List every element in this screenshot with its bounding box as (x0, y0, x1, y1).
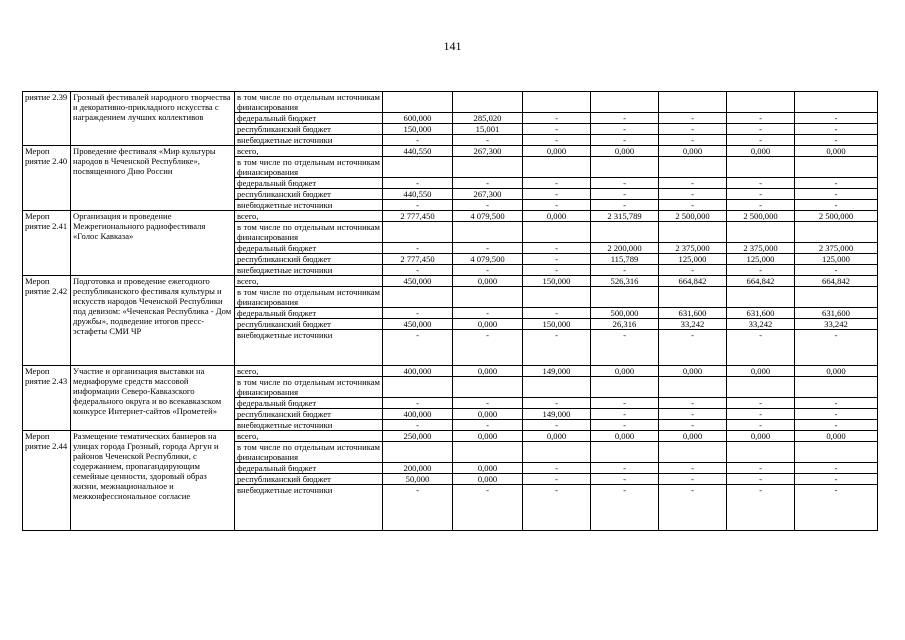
amount-cell: - (383, 330, 453, 366)
amount-cell: 0,000 (591, 366, 659, 377)
amount-cell (383, 222, 453, 243)
amount-cell: 150,000 (523, 276, 591, 287)
funding-source: в том числе по отдельным источникам финансирования (235, 157, 383, 178)
amount-cell: - (523, 243, 591, 254)
amount-cell: - (453, 308, 523, 319)
amount-cell: - (659, 463, 727, 474)
amount-cell (795, 92, 878, 113)
amount-cell (727, 92, 795, 113)
amount-cell: 631,600 (727, 308, 795, 319)
amount-cell (795, 287, 878, 308)
funding-source: внебюджетные источники (235, 135, 383, 146)
amount-cell: 631,600 (659, 308, 727, 319)
amount-cell (453, 442, 523, 463)
amount-cell: - (383, 243, 453, 254)
amount-cell: 0,000 (591, 146, 659, 157)
funding-source: федеральный бюджет (235, 243, 383, 254)
amount-cell (727, 377, 795, 398)
amount-cell: - (659, 398, 727, 409)
table-row (23, 431, 878, 442)
amount-cell: 400,000 (383, 366, 453, 377)
amount-cell: - (659, 420, 727, 431)
amount-cell: - (727, 463, 795, 474)
amount-cell (523, 92, 591, 113)
funding-source: республиканский бюджет (235, 124, 383, 135)
funding-source: федеральный бюджет (235, 178, 383, 189)
amount-cell (659, 157, 727, 178)
amount-cell: - (659, 265, 727, 276)
amount-cell: 664,842 (727, 276, 795, 287)
amount-cell (383, 157, 453, 178)
amount-cell: - (659, 485, 727, 531)
measure-description: Проведение фестиваля «Мир культуры народов в Чеченской Республике», посвященного Дню России (71, 146, 235, 211)
funding-source: в том числе по отдельным источникам финансирования (235, 222, 383, 243)
amount-cell: 664,842 (659, 276, 727, 287)
amount-cell: - (523, 178, 591, 189)
amount-cell (659, 377, 727, 398)
amount-cell: - (727, 189, 795, 200)
amount-cell: 4 079,500 (453, 254, 523, 265)
amount-cell (591, 222, 659, 243)
amount-cell: - (523, 189, 591, 200)
funding-source: в том числе по отдельным источникам финансирования (235, 442, 383, 463)
amount-cell: 440,550 (383, 189, 453, 200)
funding-source: внебюджетные источники (235, 485, 383, 531)
funding-source: всего, (235, 366, 383, 377)
amount-cell: 0,000 (795, 146, 878, 157)
amount-cell: 0,000 (453, 474, 523, 485)
amount-cell: 0,000 (523, 211, 591, 222)
amount-cell: - (523, 420, 591, 431)
amount-cell: - (795, 178, 878, 189)
amount-cell: - (591, 124, 659, 135)
amount-cell: - (727, 485, 795, 531)
amount-cell: - (383, 398, 453, 409)
funding-source: в том числе по отдельным источникам финансирования (235, 377, 383, 398)
amount-cell: 0,000 (453, 431, 523, 442)
amount-cell: - (795, 474, 878, 485)
amount-cell: 0,000 (727, 366, 795, 377)
amount-cell (659, 92, 727, 113)
amount-cell: - (659, 113, 727, 124)
amount-cell: 600,000 (383, 113, 453, 124)
amount-cell: - (795, 265, 878, 276)
amount-cell (453, 377, 523, 398)
amount-cell: - (795, 409, 878, 420)
amount-cell: - (591, 113, 659, 124)
table-row (23, 92, 878, 113)
amount-cell: - (659, 409, 727, 420)
amount-cell (591, 442, 659, 463)
amount-cell (591, 157, 659, 178)
amount-cell: 0,000 (727, 146, 795, 157)
funding-source: республиканский бюджет (235, 189, 383, 200)
amount-cell: 0,000 (523, 146, 591, 157)
amount-cell: - (383, 178, 453, 189)
amount-cell (523, 222, 591, 243)
amount-cell: 267,300 (453, 189, 523, 200)
amount-cell: - (795, 200, 878, 211)
amount-cell: 0,000 (453, 319, 523, 330)
amount-cell: - (795, 330, 878, 366)
amount-cell: - (795, 463, 878, 474)
funding-source: в том числе по отдельным источникам финансирования (235, 287, 383, 308)
amount-cell: - (523, 474, 591, 485)
amount-cell: - (523, 254, 591, 265)
amount-cell: - (591, 135, 659, 146)
amount-cell: - (453, 178, 523, 189)
amount-cell (383, 287, 453, 308)
amount-cell: - (659, 189, 727, 200)
amount-cell: - (523, 463, 591, 474)
table-row (23, 146, 878, 157)
funding-source: всего, (235, 276, 383, 287)
amount-cell: 125,000 (727, 254, 795, 265)
amount-cell: 125,000 (795, 254, 878, 265)
amount-cell: - (727, 409, 795, 420)
amount-cell (523, 442, 591, 463)
amount-cell: - (591, 463, 659, 474)
measure-code: Мероп риятие 2.43 (23, 366, 71, 431)
amount-cell: - (659, 200, 727, 211)
amount-cell (727, 287, 795, 308)
amount-cell (383, 92, 453, 113)
amount-cell: 0,000 (453, 276, 523, 287)
funding-source: федеральный бюджет (235, 463, 383, 474)
amount-cell: 149,000 (523, 409, 591, 420)
amount-cell: - (453, 135, 523, 146)
amount-cell: 2 375,000 (659, 243, 727, 254)
amount-cell: - (795, 485, 878, 531)
amount-cell: 15,001 (453, 124, 523, 135)
amount-cell (453, 287, 523, 308)
amount-cell: 0,000 (453, 463, 523, 474)
measure-description: Грозный фестивалей народного творчества и декоративно-прикладного искусства с награждением лучших коллективов (71, 92, 235, 146)
amount-cell: 4 079,500 (453, 211, 523, 222)
measure-code: Мероп риятие 2.41 (23, 211, 71, 276)
amount-cell: 0,000 (795, 366, 878, 377)
funding-source: внебюджетные источники (235, 200, 383, 211)
amount-cell (453, 92, 523, 113)
amount-cell (659, 222, 727, 243)
amount-cell: - (523, 135, 591, 146)
amount-cell (453, 157, 523, 178)
amount-cell: - (523, 200, 591, 211)
amount-cell: 2 500,000 (795, 211, 878, 222)
amount-cell: 526,316 (591, 276, 659, 287)
funding-source: федеральный бюджет (235, 113, 383, 124)
amount-cell: - (523, 265, 591, 276)
amount-cell: 26,316 (591, 319, 659, 330)
amount-cell: 0,000 (659, 366, 727, 377)
amount-cell (453, 222, 523, 243)
amount-cell: - (591, 178, 659, 189)
amount-cell (591, 377, 659, 398)
amount-cell: 450,000 (383, 319, 453, 330)
amount-cell: - (591, 330, 659, 366)
amount-cell (795, 377, 878, 398)
amount-cell: 33,242 (659, 319, 727, 330)
amount-cell: 0,000 (591, 431, 659, 442)
amount-cell: 0,000 (727, 431, 795, 442)
amount-cell: - (727, 474, 795, 485)
amount-cell: - (453, 243, 523, 254)
funding-source: республиканский бюджет (235, 319, 383, 330)
amount-cell: - (659, 135, 727, 146)
funding-source: республиканский бюджет (235, 409, 383, 420)
measure-code: Мероп риятие 2.40 (23, 146, 71, 211)
amount-cell: 150,000 (383, 124, 453, 135)
amount-cell: - (727, 330, 795, 366)
amount-cell: - (727, 124, 795, 135)
amount-cell: - (383, 485, 453, 531)
amount-cell: - (591, 398, 659, 409)
table-row (23, 366, 878, 377)
amount-cell: - (383, 420, 453, 431)
amount-cell: - (727, 265, 795, 276)
measure-description: Участие и организация выставки на медиафоруме средств массовой информации Северо-Кавказского федерального округа и во всекавказском конкурсе Интернет-сайтов «Прометей» (71, 366, 235, 431)
amount-cell: - (795, 189, 878, 200)
table-row (23, 276, 878, 287)
amount-cell: - (727, 420, 795, 431)
amount-cell: - (591, 420, 659, 431)
funding-source: внебюджетные источники (235, 420, 383, 431)
amount-cell: 500,000 (591, 308, 659, 319)
amount-cell: - (523, 398, 591, 409)
amount-cell: 2 777,450 (383, 254, 453, 265)
amount-cell: - (383, 265, 453, 276)
amount-cell: - (453, 420, 523, 431)
amount-cell (591, 92, 659, 113)
measure-code: риятие 2.39 (23, 92, 71, 146)
amount-cell: 2 315,789 (591, 211, 659, 222)
amount-cell: - (795, 398, 878, 409)
amount-cell: 0,000 (523, 431, 591, 442)
funding-source: федеральный бюджет (235, 308, 383, 319)
amount-cell: - (659, 474, 727, 485)
amount-cell: - (453, 265, 523, 276)
page-number: 141 (443, 39, 462, 53)
amount-cell: 50,000 (383, 474, 453, 485)
amount-cell: - (795, 124, 878, 135)
amount-cell: - (727, 398, 795, 409)
funding-source: в том числе по отдельным источникам финансирования (235, 92, 383, 113)
amount-cell: 0,000 (659, 431, 727, 442)
amount-cell: - (591, 474, 659, 485)
funding-source: республиканский бюджет (235, 474, 383, 485)
amount-cell: 2 375,000 (727, 243, 795, 254)
amount-cell: 285,020 (453, 113, 523, 124)
measure-description: Подготовка и проведение ежегодного республиканского фестиваля культуры и искусств народов Чеченской Республики под девизом: «Чеченская Республика - Дом дружбы», подведение итогов пресс-эстафеты СМИ ЧР (71, 276, 235, 366)
amount-cell: - (659, 178, 727, 189)
amount-cell: 115,789 (591, 254, 659, 265)
funding-source: республиканский бюджет (235, 254, 383, 265)
amount-cell: 0,000 (659, 146, 727, 157)
amount-cell: - (727, 113, 795, 124)
amount-cell: 149,000 (523, 366, 591, 377)
amount-cell: - (591, 189, 659, 200)
amount-cell: 33,242 (795, 319, 878, 330)
amount-cell: - (523, 330, 591, 366)
amount-cell: 2 200,000 (591, 243, 659, 254)
amount-cell (383, 377, 453, 398)
amount-cell: 200,000 (383, 463, 453, 474)
amount-cell: - (795, 420, 878, 431)
amount-cell: 2 500,000 (727, 211, 795, 222)
amount-cell (795, 442, 878, 463)
amount-cell: 631,600 (795, 308, 878, 319)
amount-cell: - (523, 485, 591, 531)
amount-cell (659, 287, 727, 308)
amount-cell: 2 375,000 (795, 243, 878, 254)
amount-cell: - (591, 265, 659, 276)
amount-cell: 2 777,450 (383, 211, 453, 222)
amount-cell: 125,000 (659, 254, 727, 265)
amount-cell: - (727, 200, 795, 211)
amount-cell (727, 222, 795, 243)
measure-code: Мероп риятие 2.42 (23, 276, 71, 366)
amount-cell: - (727, 178, 795, 189)
funding-source: внебюджетные источники (235, 265, 383, 276)
amount-cell: 150,000 (523, 319, 591, 330)
measure-description: Размещение тематических баннеров на улицах города Грозный, города Аргун и районов Чеченской Республики, с содержанием, пропагандирующим семейные ценности, здоровый образ жизни, межнациональное и межконфессиональное согласие (71, 431, 235, 531)
amount-cell: - (795, 113, 878, 124)
budget-table (22, 91, 878, 531)
amount-cell: - (591, 409, 659, 420)
amount-cell: - (727, 135, 795, 146)
amount-cell: - (453, 330, 523, 366)
amount-cell: - (591, 200, 659, 211)
funding-source: всего, (235, 431, 383, 442)
amount-cell: - (523, 308, 591, 319)
funding-source: федеральный бюджет (235, 398, 383, 409)
amount-cell: - (659, 124, 727, 135)
amount-cell (795, 222, 878, 243)
amount-cell (727, 157, 795, 178)
amount-cell: - (523, 113, 591, 124)
table-row (23, 211, 878, 222)
amount-cell: - (523, 124, 591, 135)
amount-cell: - (795, 135, 878, 146)
amount-cell (523, 287, 591, 308)
amount-cell: - (453, 200, 523, 211)
amount-cell: - (659, 330, 727, 366)
measure-code: Мероп риятие 2.44 (23, 431, 71, 531)
amount-cell: - (383, 200, 453, 211)
amount-cell: 0,000 (453, 366, 523, 377)
amount-cell (659, 442, 727, 463)
amount-cell: 33,242 (727, 319, 795, 330)
amount-cell: - (383, 135, 453, 146)
amount-cell (591, 287, 659, 308)
funding-source: всего, (235, 211, 383, 222)
amount-cell: - (591, 485, 659, 531)
amount-cell (383, 442, 453, 463)
amount-cell: - (453, 485, 523, 531)
amount-cell (523, 157, 591, 178)
amount-cell: 400,000 (383, 409, 453, 420)
amount-cell: 250,000 (383, 431, 453, 442)
amount-cell: 450,000 (383, 276, 453, 287)
funding-source: всего, (235, 146, 383, 157)
amount-cell: 0,000 (795, 431, 878, 442)
measure-description: Организация и проведение Межрегионального радиофестиваля «Голос Кавказа» (71, 211, 235, 276)
amount-cell: - (383, 308, 453, 319)
amount-cell: 664,842 (795, 276, 878, 287)
amount-cell (523, 377, 591, 398)
funding-source: внебюджетные источники (235, 330, 383, 366)
amount-cell: - (453, 398, 523, 409)
amount-cell: 2 500,000 (659, 211, 727, 222)
amount-cell: 0,000 (453, 409, 523, 420)
amount-cell: 440,550 (383, 146, 453, 157)
amount-cell: 267,300 (453, 146, 523, 157)
amount-cell (727, 442, 795, 463)
amount-cell (795, 157, 878, 178)
